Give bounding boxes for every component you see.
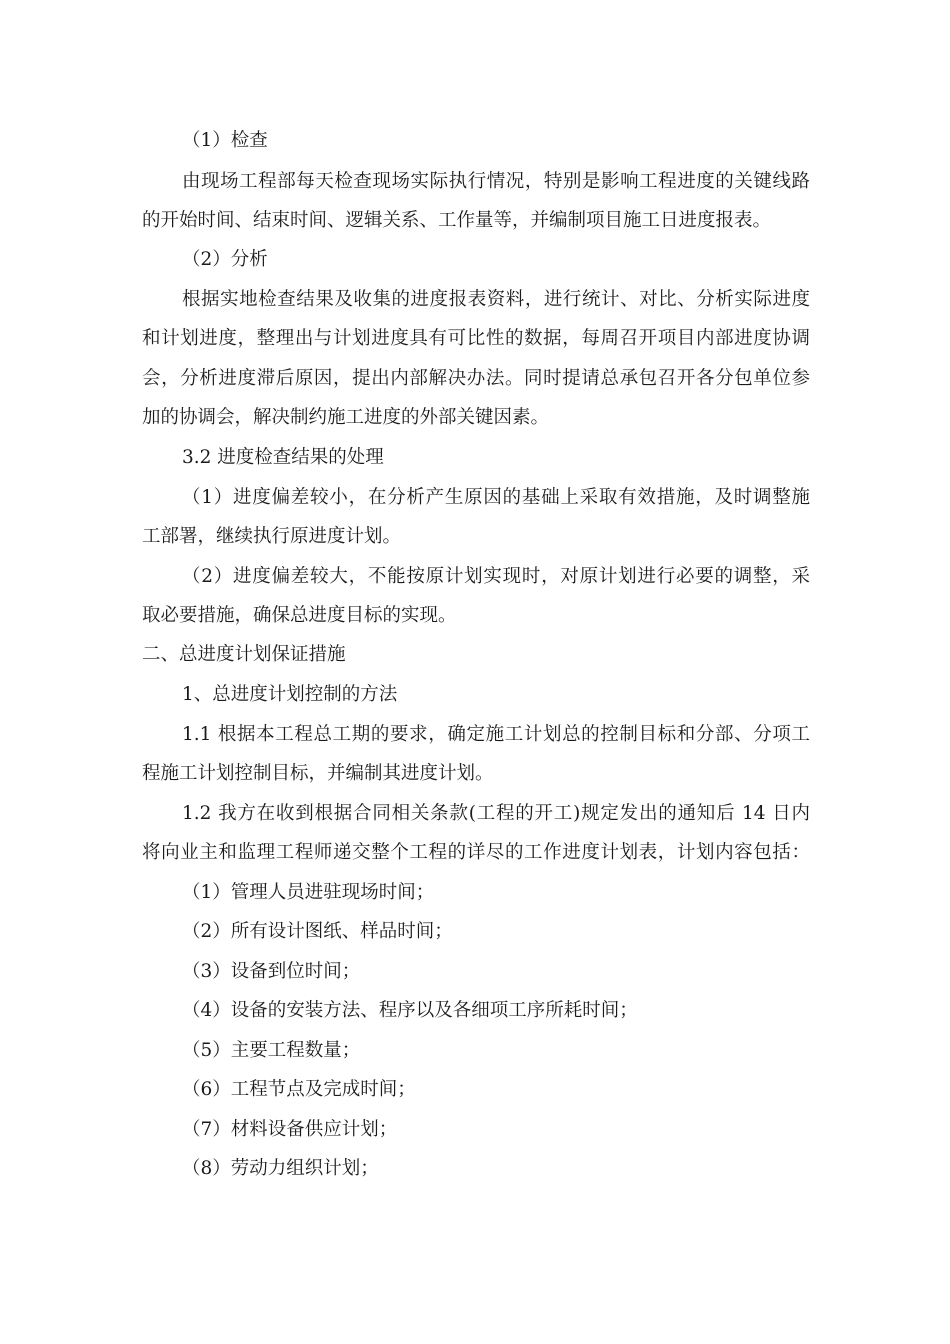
paragraph-line: 1.1 根据本工程总工期的要求，确定施工计划总的控制目标和分部、分项工	[182, 724, 810, 745]
paragraph-line: 加的协调会，解决制约施工进度的外部关键因素。	[142, 407, 550, 428]
list-item: （6）工程节点及完成时间；	[182, 1079, 416, 1100]
list-item: （2）所有设计图纸、样品时间；	[182, 921, 453, 942]
paragraph-line: 由现场工程部每天检查现场实际执行情况，特别是影响工程进度的关键线路	[182, 171, 810, 192]
list-item: （7）材料设备供应计划；	[182, 1119, 398, 1140]
section-heading-3-2: 3.2 进度检查结果的处理	[182, 447, 384, 468]
list-item: （3）设备到位时间；	[182, 961, 361, 982]
list-item: （1）管理人员进驻现场时间；	[182, 882, 435, 903]
section-heading-1: 1、总进度计划控制的方法	[182, 684, 398, 705]
paragraph-line: 会，分析进度滞后原因，提出内部解决办法。同时提请总承包召开各分包单位参	[142, 368, 810, 389]
paragraph-line: 1.2 我方在收到根据合同相关条款(工程的开工)规定发出的通知后 14 日内	[182, 803, 810, 824]
paragraph-line: 将向业主和监理工程师递交整个工程的详尽的工作进度计划表，计划内容包括：	[142, 842, 810, 863]
list-item: （5）主要工程数量；	[182, 1040, 361, 1061]
list-item: （4）设备的安装方法、程序以及各细项工序所耗时间；	[182, 1000, 638, 1021]
paragraph-line: 的开始时间、结束时间、逻辑关系、工作量等，并编制项目施工日进度报表。	[142, 210, 772, 231]
list-item-continuation: 取必要措施，确保总进度目标的实现。	[142, 605, 457, 626]
list-item-continuation: 工部署，继续执行原进度计划。	[142, 526, 402, 547]
chapter-heading: 二、总进度计划保证措施	[142, 644, 346, 665]
subheading-analysis: （2）分析	[182, 249, 268, 270]
subheading-check: （1）检查	[182, 130, 268, 151]
list-item: （1）进度偏差较小，在分析产生原因的基础上采取有效措施，及时调整施	[182, 487, 810, 508]
list-item: （2）进度偏差较大，不能按原计划实现时，对原计划进行必要的调整，采	[182, 566, 810, 587]
list-item: （8）劳动力组织计划；	[182, 1158, 379, 1179]
paragraph-line: 程施工计划控制目标，并编制其进度计划。	[142, 763, 494, 784]
paragraph-line: 和计划进度，整理出与计划进度具有可比性的数据，每周召开项目内部进度协调	[142, 328, 810, 349]
paragraph-line: 根据实地检查结果及收集的进度报表资料，进行统计、对比、分析实际进度	[182, 289, 810, 310]
